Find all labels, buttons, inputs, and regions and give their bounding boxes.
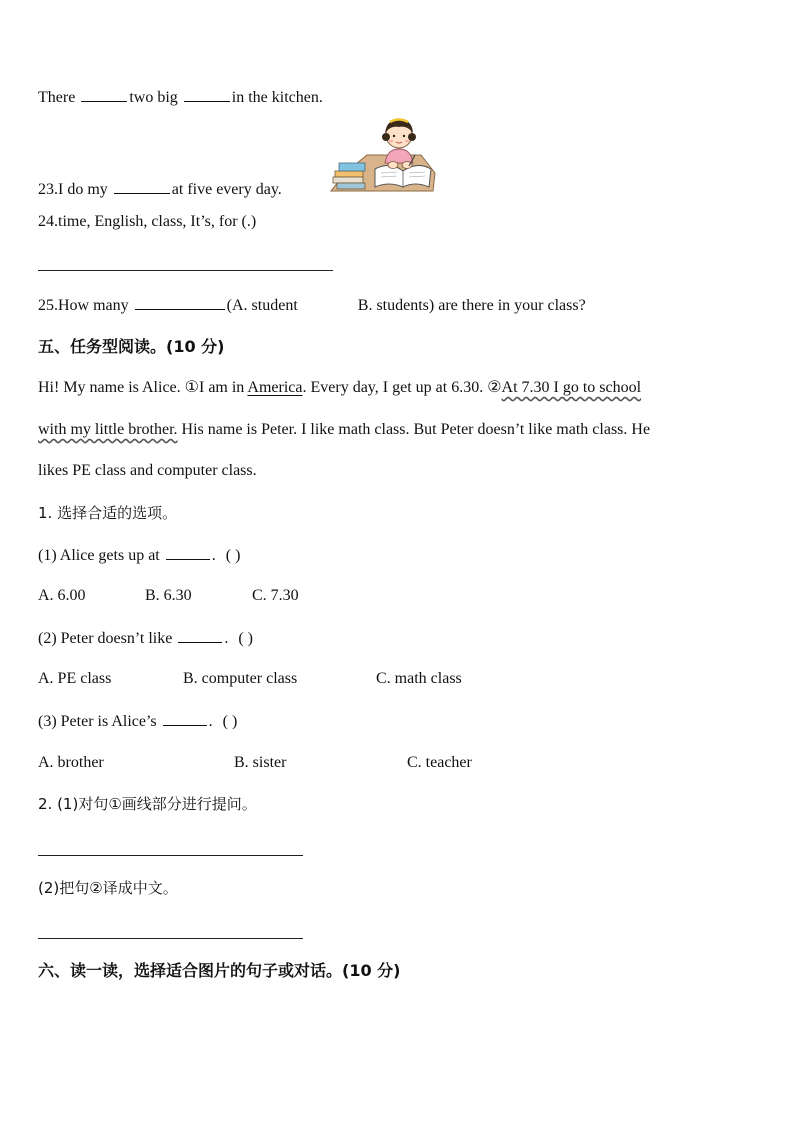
option-c[interactable]: C. teacher <box>407 754 472 771</box>
option-a[interactable]: A. PE class <box>38 670 112 687</box>
answer-blank[interactable] <box>184 87 230 102</box>
option-b[interactable]: B. computer class <box>183 670 298 687</box>
option-c[interactable]: C. math class <box>376 670 462 687</box>
answer-blank[interactable] <box>135 295 225 310</box>
answer-paren[interactable]: ( ) <box>222 713 238 730</box>
option-b[interactable]: B. 6.30 <box>145 587 192 604</box>
choice-question-3: (3) Peter is Alice’s . ( ) <box>38 713 238 730</box>
option-b[interactable]: B. sister <box>234 754 287 771</box>
answer-paren[interactable]: ( ) <box>238 630 253 647</box>
answer-line-part-2-1[interactable] <box>38 855 303 856</box>
answer-blank[interactable] <box>163 711 207 726</box>
question-24: 24.time, English, class, It’s, for (.) <box>38 213 257 230</box>
part-2-question-1: 2. (1)对句①画线部分进行提问。 <box>38 795 257 813</box>
answer-blank[interactable] <box>81 87 127 102</box>
option-a[interactable]: A. brother <box>38 754 104 771</box>
choice-question-2: (2) Peter doesn’t like . ( ) <box>38 630 253 647</box>
choice-question-1: (1) Alice gets up at . ( ) <box>38 547 241 564</box>
part-2-question-2: (2)把句②译成中文。 <box>38 879 178 897</box>
answer-blank[interactable] <box>114 179 170 194</box>
answer-paren[interactable]: ( ) <box>225 547 241 564</box>
answer-line-part-2-2[interactable] <box>38 938 303 939</box>
passage-line-2: with my little brother. His name is Peter. I like math class. But Peter doesn’t like math class. He <box>38 421 651 438</box>
passage-line-3: likes PE class and computer class. <box>38 462 257 479</box>
section-5-title: 五、任务型阅读。(10 分) <box>38 337 225 356</box>
question-22: There two big in the kitchen. <box>38 89 323 106</box>
question-23: 23.I do my at five every day. <box>38 181 282 198</box>
part-1-title: 1. 选择合适的选项。 <box>38 504 178 522</box>
option-c[interactable]: C. 7.30 <box>252 587 299 604</box>
answer-line-24[interactable] <box>38 270 333 271</box>
option-a[interactable]: A. 6.00 <box>38 587 86 604</box>
answer-blank[interactable] <box>166 545 210 560</box>
answer-blank[interactable] <box>178 628 222 643</box>
section-6-title: 六、读一读，选择适合图片的句子或对话。(10 分) <box>38 961 401 980</box>
girl-reading-illustration <box>327 115 439 197</box>
question-25: 25.How many (A. student B. students) are there in your class? <box>38 297 586 314</box>
passage-line-1: Hi! My name is Alice. ①I am in America. Every day, I get up at 6.30. ②At 7.30 I go to school <box>38 379 642 396</box>
